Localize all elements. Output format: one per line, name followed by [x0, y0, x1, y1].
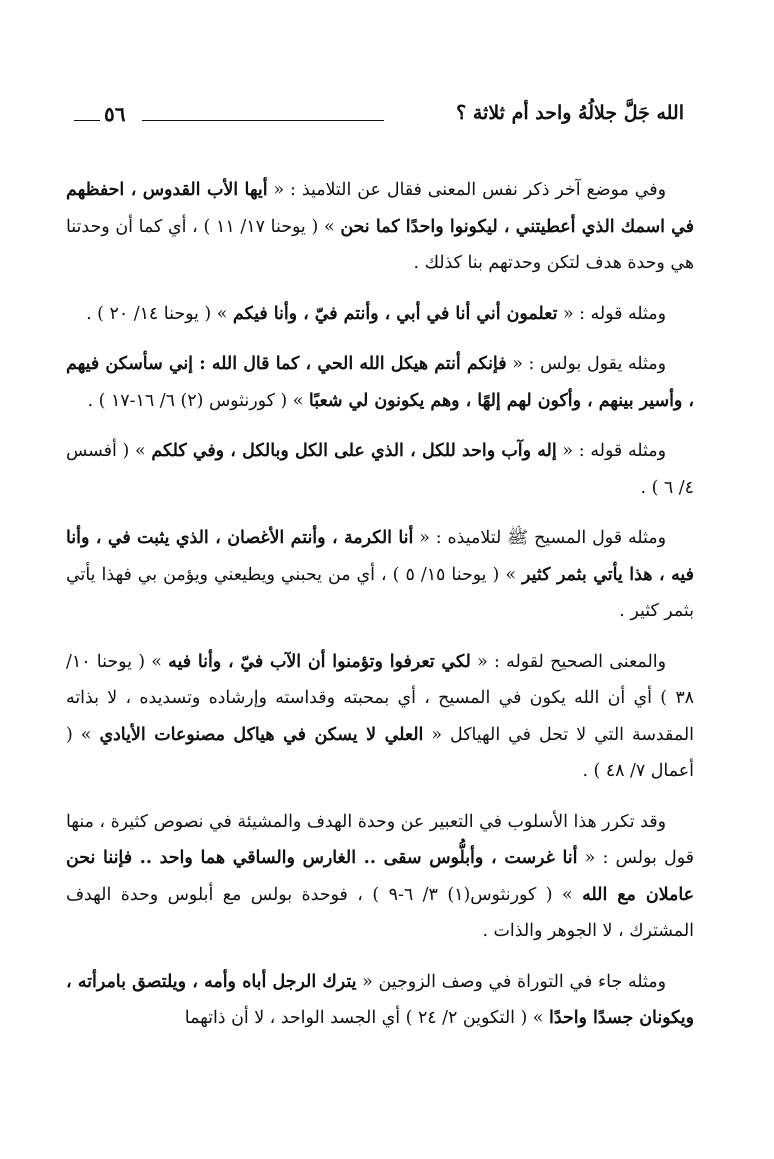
paragraph-tail: » ( يوحنا ١٧/ ١١ ) ، أي كما أن وحدتنا هي وحدة هدف لتكن وحدتهم بنا كذلك .: [66, 216, 694, 273]
paragraph: [66, 644, 694, 790]
paragraph-lead: والمعنى الصحيح لقوله : «: [470, 651, 666, 672]
paragraph: [66, 172, 694, 282]
page-number: ٥٦: [104, 102, 126, 126]
quote-text: إله وآب واحد للكل ، الذي على الكل وبالكل ، وفي كلكم: [151, 441, 557, 461]
quote-text: أيها الأب القدوس ، احفظهم في اسمك الذي أعطيتني ، ليكونوا واحدًا كما نحن: [66, 180, 694, 237]
paragraph-tail: » ( يوحنا ١٥/ ٥ ) ، أي من يحبني ويطيعني ويؤمن بي فهذا يأتي بثمر كثير .: [66, 564, 694, 621]
paragraph-lead: وقد تكرر هذا الأسلوب في التعبير عن وحدة الهدف والمشيئة في نصوص كثيرة ، منها قول بولس : «: [66, 811, 694, 868]
paragraph: [66, 804, 694, 950]
quote-text: أنا غرست ، وأبلُّوس سقى .. الغارس والساقي هما واحد .. فإننا نحن عاملان مع الله: [66, 848, 694, 905]
quote-text: فإنكم أنتم هيكل الله الحي ، كما قال الله : إني سأسكن فيهم ، وأسير بينهم ، وأكون لهم إلهًا ، وهم يكونون لي شعبًا: [66, 354, 694, 411]
paragraph-lead: وفي موضع آخر ذكر نفس المعنى فقال عن التلاميذ : «: [267, 180, 666, 200]
quote-text: أنا الكرمة ، وأنتم الأغصان ، الذي يثبت في ، وأنا فيه ، هذا يأتي بثمر كثير: [66, 528, 694, 585]
quote-text: يترك الرجل أباه وأمه ، ويلتصق بامرأته ، ويكونان جسدًا واحدًا: [66, 971, 694, 1028]
paragraph-tail: » ( يوحنا ١٤/ ٢٠ ) .: [86, 303, 233, 324]
header-title: الله جَلَّ جلالُهُ واحد أم ثلاثة ؟: [456, 102, 684, 124]
paragraph-tail: » ( كورنثوس(١) ٣/ ٦-٩ ) ، فوحدة بولس مع أبلوس وحدة الهدف المشترك ، لا الجوهر والذات .: [66, 884, 694, 941]
running-header: [74, 100, 684, 134]
body-text: [66, 172, 694, 1051]
paragraph-tail-second: » ( أعمال ٧/ ٤٨ ) .: [66, 724, 694, 781]
paragraph-tail: » ( أفسس ٤/ ٦ ) .: [66, 441, 694, 498]
quote-text: تعلمون أني أنا في أبي ، وأنتم فيّ ، وأنا فيكم: [232, 303, 558, 324]
paragraph-tail: » ( التكوين ٢/ ٢٤ ) أي الجسد الواحد ، لا أن ذاتهما: [184, 1008, 549, 1028]
paragraph-lead: ومثله يقول بولس : «: [506, 354, 666, 374]
header-rule-short: [74, 120, 100, 121]
quote-text: لكي تعرفوا وتؤمنوا أن الآب فيّ ، وأنا فيه: [168, 651, 471, 672]
paragraph: [66, 346, 694, 419]
paragraph-tail: » ( يوحنا ١٠/ ٣٨ ) أي أن الله يكون في المسيح ، أي بمحبته وقداسته وإرشاده وتسديده ، لا بذاته المقدسة التي لا تحل في الهياكل «: [66, 651, 695, 745]
quote-text-second: العلي لا يسكن في هياكل مصنوعات الأيادي: [99, 724, 424, 745]
paragraph-tail: » ( كورنثوس (٢) ٦/ ١٦-١٧ ) .: [87, 390, 309, 411]
paragraph: [66, 296, 694, 333]
paragraph-lead: ومثله قوله : «: [556, 441, 666, 461]
paragraph: [66, 964, 694, 1037]
paragraph: [66, 433, 694, 506]
paragraph-lead: ومثله قول المسيح ﷺ لتلاميذه : «: [413, 528, 667, 548]
paragraph-lead: ومثله جاء في التوراة في وصف الزوجين «: [356, 971, 666, 992]
paragraph-lead: ومثله قوله : «: [557, 303, 666, 324]
paragraph: [66, 520, 694, 630]
header-rule: [142, 120, 384, 121]
